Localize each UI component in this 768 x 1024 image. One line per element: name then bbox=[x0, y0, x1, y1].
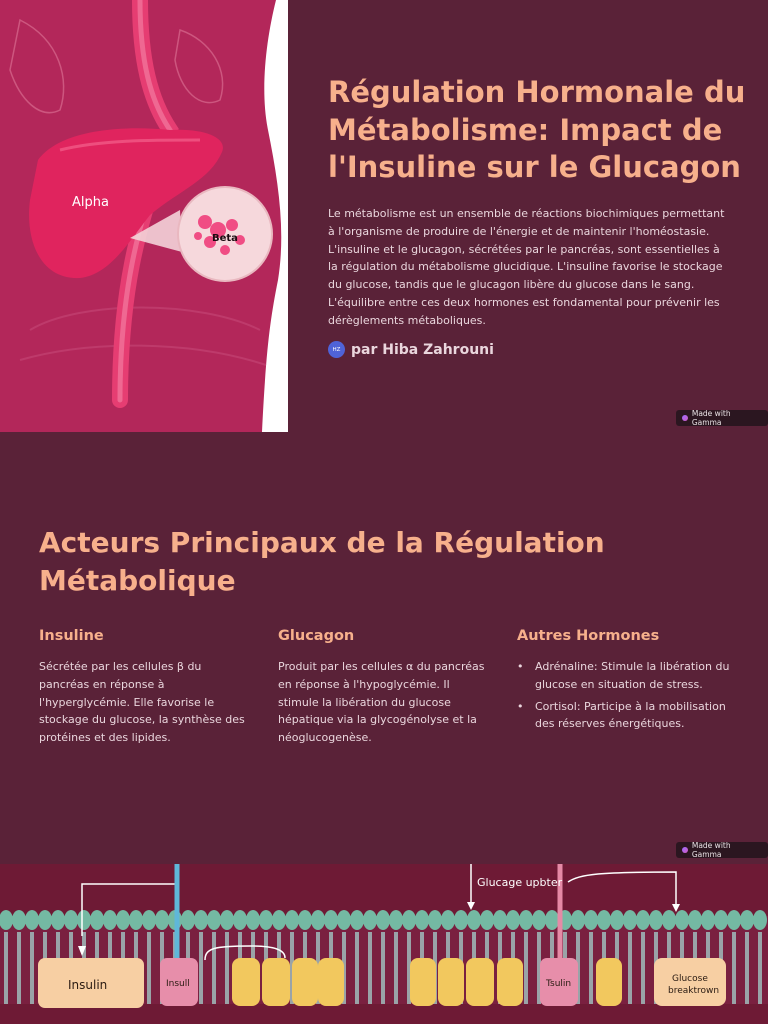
beta-label: Beta bbox=[212, 233, 238, 244]
column-heading: Autres Hormones bbox=[517, 628, 660, 644]
page-title: Régulation Hormonale du Métabolisme: Impact de l'Insuline sur le Glucagon bbox=[328, 75, 746, 184]
insull-label: Insull bbox=[166, 979, 190, 989]
list-item: • Adrénaline: Stimule la libération du glucose en situation de stress. bbox=[517, 658, 737, 694]
alpha-label: Alpha bbox=[72, 195, 109, 210]
insulin-label: Insulin bbox=[68, 978, 108, 992]
column-text: Sécrétée par les cellules β du pancréas en réponse à l'hyperglycémie. Elle favorise le stockage du glucose, la synthèse des protéines et des lipides. bbox=[39, 660, 245, 745]
badge-label: Made with Gamma bbox=[691, 409, 731, 427]
breakdown-label: Glucose bbox=[672, 974, 708, 984]
intro-paragraph: Le métabolisme est un ensemble de réactions biochimiques permettant à l'organisme de produire de l'énergie et de maintenir l'homéostasie. L'insuline et le glucagon, sécrétées par le pancréas, sont essentielles à la régulation du métabolisme glucidique. L'insuline favorise le stockage du glucose, tandis que le glucagon libère du glucose dans le sang. L'équilibre entre ces deux hormones est fondamental pour prévenir les dérèglements métaboliques. bbox=[328, 207, 725, 327]
slide-actors bbox=[0, 432, 768, 864]
glucage-label: Glucage upbter bbox=[477, 876, 563, 889]
column-heading: Glucagon bbox=[278, 628, 355, 644]
tsulin-label: Tsulin bbox=[546, 979, 572, 989]
gamma-logo-icon bbox=[682, 415, 688, 421]
column-heading: Insuline bbox=[39, 628, 104, 644]
hormone-list bbox=[517, 658, 737, 733]
made-with-gamma-badge[interactable] bbox=[676, 410, 768, 426]
column-autres-hormones bbox=[517, 628, 737, 737]
made-with-gamma-badge[interactable] bbox=[676, 842, 768, 858]
column-glucagon bbox=[278, 628, 490, 747]
pancreas-illustration bbox=[0, 0, 288, 432]
avatar: HZ bbox=[328, 341, 345, 358]
column-text: Produit par les cellules α du pancréas en réponse à l'hypoglycémie. Il stimule la libération du glucose hépatique via la glycogénolyse et la néoglucogenèse. bbox=[278, 660, 485, 745]
slide-intro bbox=[0, 0, 768, 432]
column-insuline bbox=[39, 628, 251, 747]
gamma-logo-icon bbox=[682, 847, 688, 853]
cell-membrane-illustration bbox=[0, 864, 768, 1024]
author-name: par Hiba Zahrouni bbox=[351, 341, 494, 358]
slide-membrane-illustration bbox=[0, 864, 768, 1024]
badge-label: Made with Gamma bbox=[691, 841, 731, 859]
breakdown-label-2: breaktrown bbox=[668, 986, 720, 996]
author-line bbox=[328, 341, 494, 358]
list-item: • Cortisol: Participe à la mobilisation des réserves énergétiques. bbox=[517, 698, 737, 734]
section-title: Acteurs Principaux de la Régulation Métabolique bbox=[39, 526, 605, 597]
